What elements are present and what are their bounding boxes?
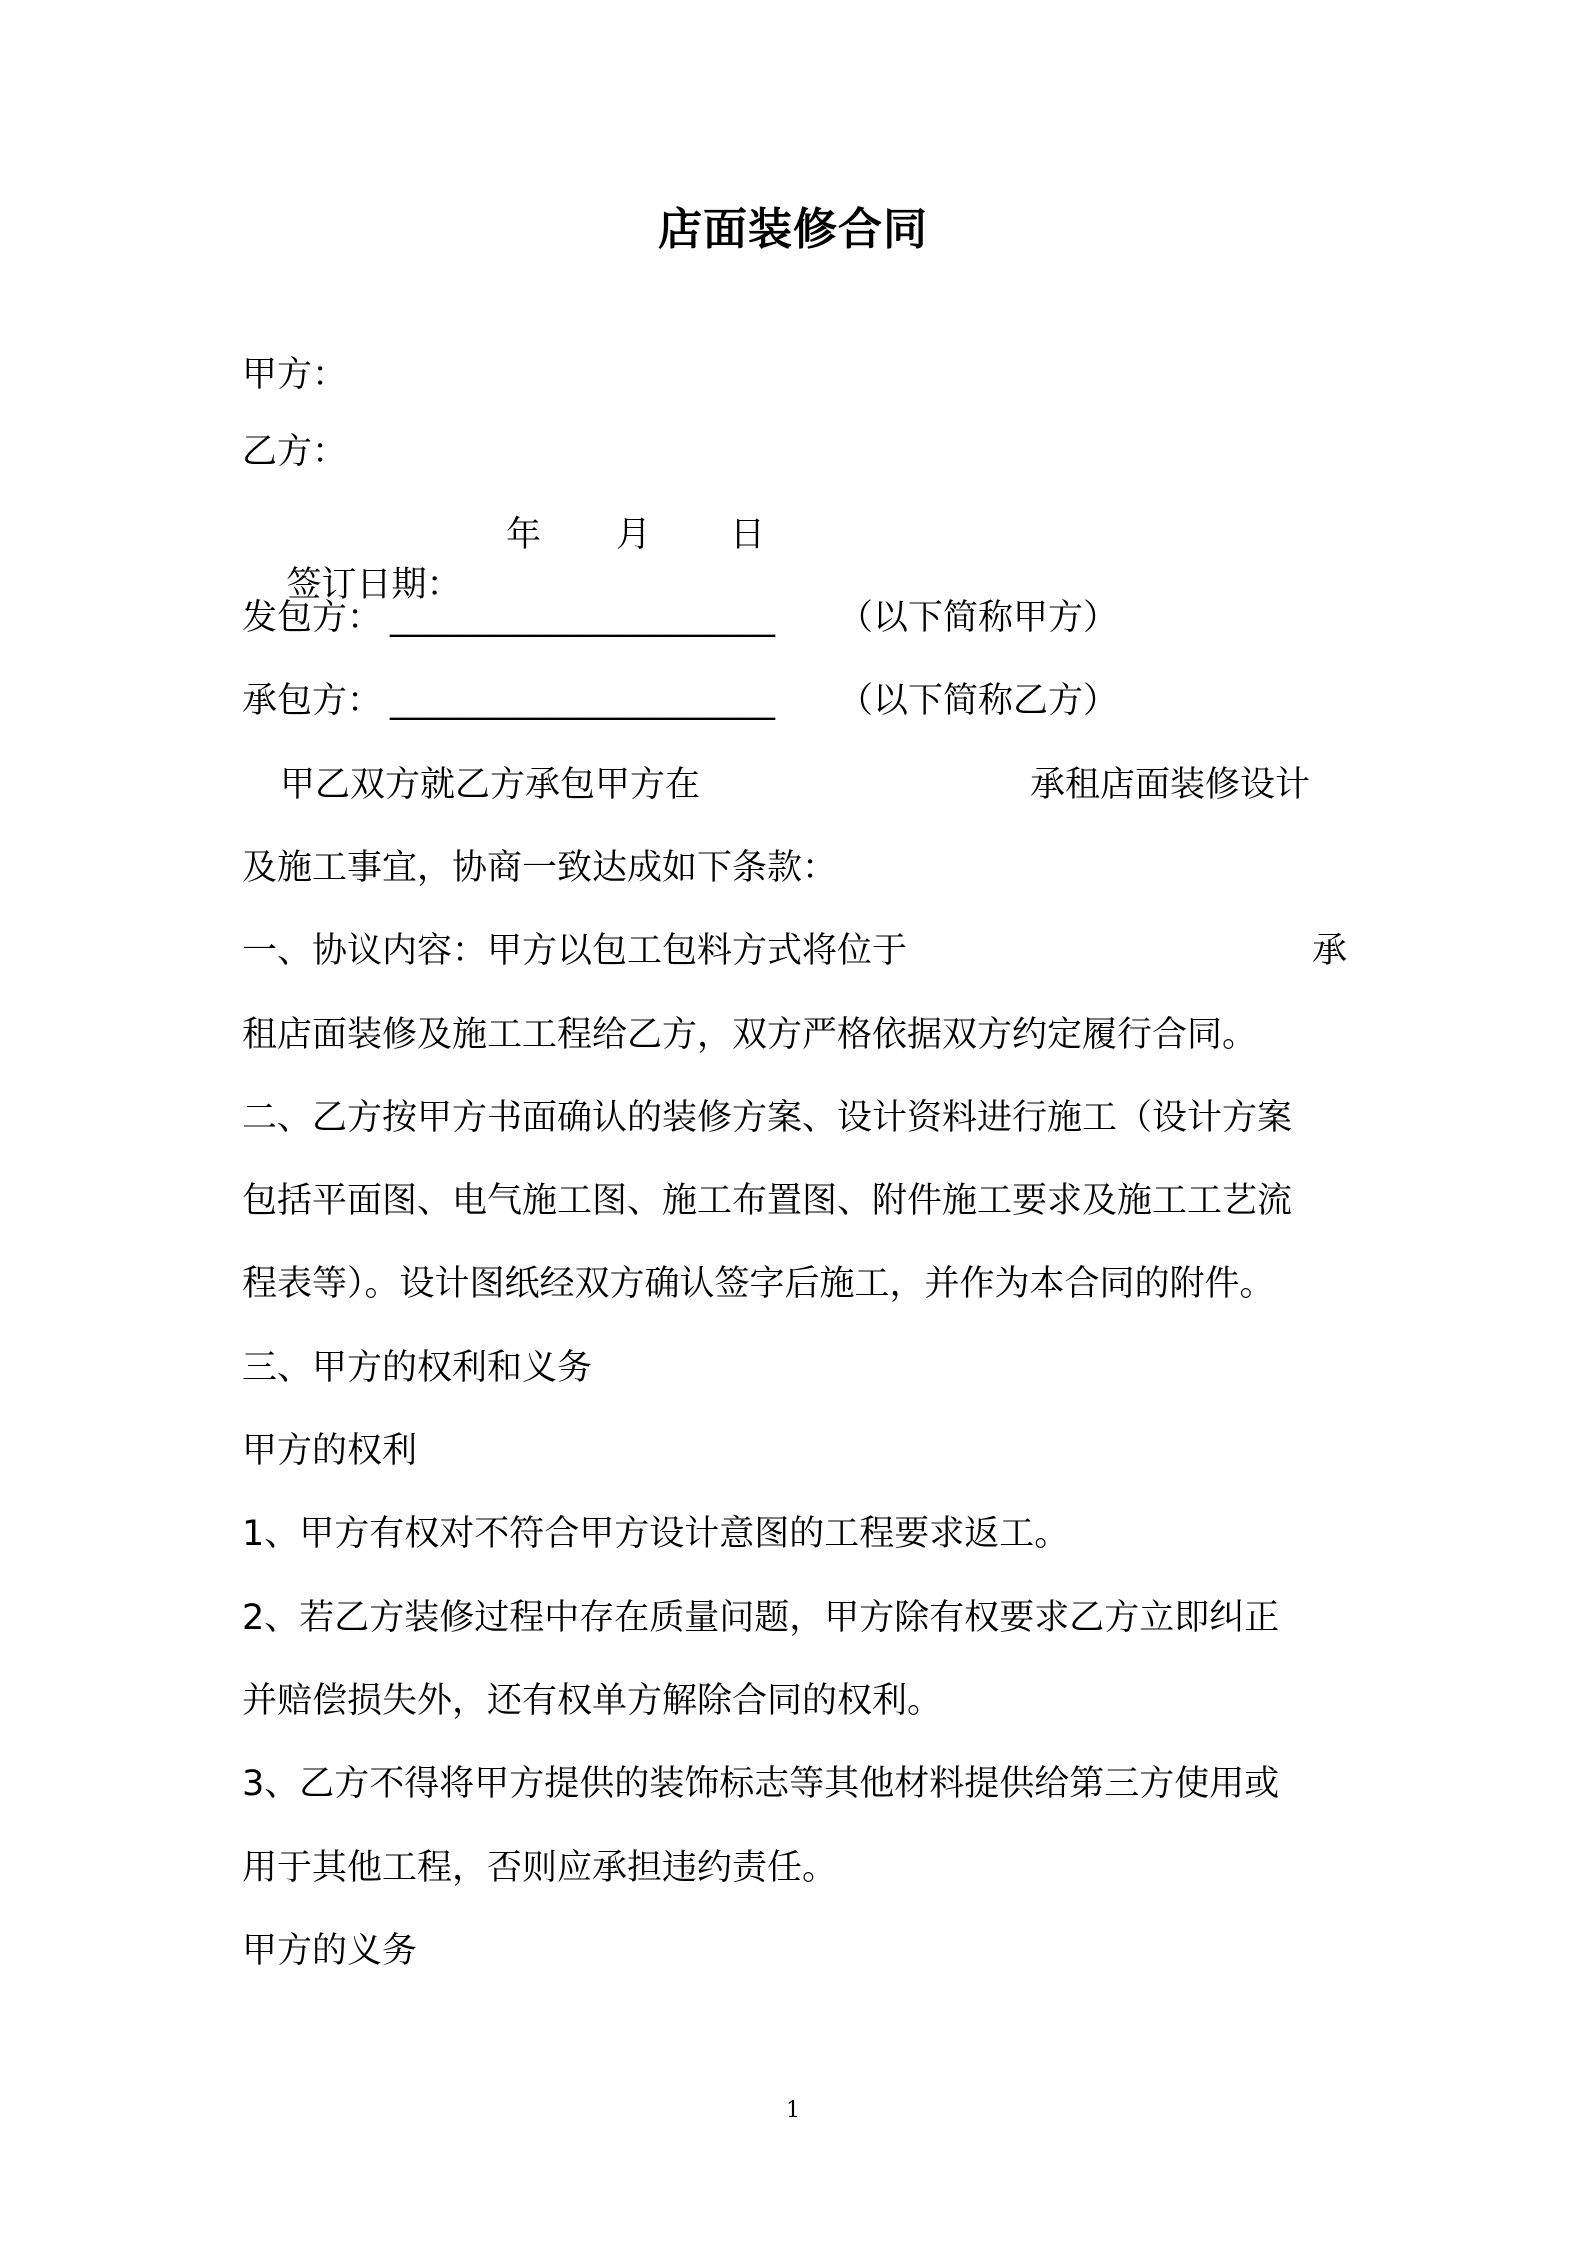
clause-1-line2: 租店面装修及施工工程给乙方，双方严格依据双方约定履行合同。 — [242, 1015, 1258, 1055]
clause-1-part1: 一、协议内容：甲方以包工包料方式将位于 — [242, 931, 908, 971]
rights-item-2-line1: 2、若乙方装修过程中存在质量问题，甲方除有权要求乙方立即纠正 — [242, 1598, 1280, 1638]
party-a-line: 甲方： — [242, 355, 348, 395]
clause-2-line2: 包括平面图、电气施工图、施工布置图、附件施工要求及施工工艺流 — [242, 1181, 1293, 1221]
intro-part1: 甲乙双方就乙方承包甲方在 — [280, 765, 701, 805]
issuer-note: （以下简称甲方） — [838, 598, 1119, 638]
contractor-blank: ______________________ — [390, 681, 775, 721]
rights-item-3-line1: 3、乙方不得将甲方提供的装饰标志等其他材料提供给第三方使用或 — [242, 1764, 1280, 1804]
rights-heading: 甲方的权利 — [242, 1431, 418, 1471]
contractor-label: 承包方： — [242, 681, 383, 721]
sign-date-year: 年 — [506, 515, 542, 555]
clause-2-line1: 二、乙方按甲方书面确认的装修方案、设计资料进行施工（设计方案 — [242, 1098, 1293, 1138]
intro-part2: 承租店面装修设计 — [1030, 765, 1311, 805]
sign-date-label: 签订日期： — [286, 565, 462, 605]
sign-date-day: 日 — [730, 515, 766, 555]
document-title: 店面装修合同 — [658, 204, 928, 255]
rights-item-2-line2: 并赔偿损失外，还有权单方解除合同的权利。 — [242, 1681, 943, 1721]
page-number: 1 — [786, 2098, 800, 2123]
rights-item-3-line2: 用于其他工程，否则应承担违约责任。 — [242, 1848, 838, 1888]
clause-1-part2: 承 — [1312, 931, 1348, 971]
clause-2-line3: 程表等）。设计图纸经双方确认签字后施工，并作为本合同的附件。 — [242, 1264, 1275, 1304]
intro-line2: 及施工事宜，协商一致达成如下条款： — [242, 848, 838, 888]
issuer-label: 发包方： — [242, 598, 383, 638]
clause-3-heading: 三、甲方的权利和义务 — [242, 1348, 593, 1388]
sign-date-month: 月 — [616, 515, 652, 555]
issuer-blank: ______________________ — [390, 598, 775, 638]
party-b-line: 乙方： — [242, 432, 348, 472]
duties-heading: 甲方的义务 — [242, 1931, 418, 1971]
contractor-note: （以下简称乙方） — [838, 681, 1119, 721]
rights-item-1: 1、甲方有权对不符合甲方设计意图的工程要求返工。 — [242, 1514, 1070, 1554]
